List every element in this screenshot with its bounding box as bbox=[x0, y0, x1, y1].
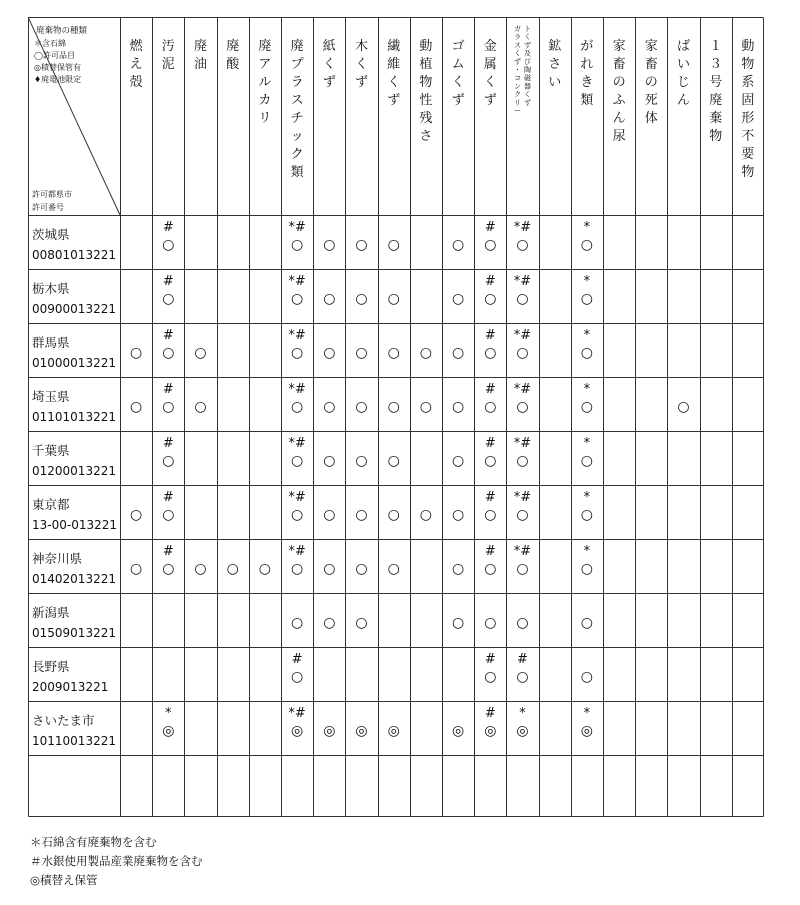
footnote-mercury: ＃水銀使用製品産業廃棄物を含む bbox=[30, 854, 203, 868]
cell-mark-prefix: # bbox=[162, 544, 174, 559]
cell-mark-prefix: *# bbox=[513, 544, 532, 559]
cell-mark: ○ bbox=[387, 453, 400, 469]
cell-mark-prefix: * bbox=[583, 220, 591, 235]
column-header-label: がれき類 bbox=[580, 39, 594, 108]
cell-mark: ○ bbox=[226, 561, 239, 577]
column-header-label: 廃酸 bbox=[226, 39, 240, 72]
cell-mark: ○ bbox=[419, 507, 433, 523]
cell-mark: ○ bbox=[451, 399, 465, 415]
cell-mark-prefix: *# bbox=[288, 490, 306, 505]
cell-mark: ◎ bbox=[387, 723, 400, 739]
permit-table bbox=[28, 17, 764, 817]
header-row-label: 許可都県市 bbox=[32, 190, 72, 199]
cell-mark: ○ bbox=[162, 399, 175, 415]
column-header-label: トくず及び陶磁器くず bbox=[524, 25, 531, 107]
cell-mark: ○ bbox=[290, 453, 304, 469]
cell-mark-prefix: # bbox=[484, 436, 496, 451]
cell-mark: ○ bbox=[516, 345, 529, 361]
row-permit-number: 13-00-013221 bbox=[32, 518, 118, 532]
cell-mark: ○ bbox=[290, 291, 304, 307]
cell-mark: ○ bbox=[162, 345, 175, 361]
cell-mark: ○ bbox=[323, 399, 336, 415]
cell-mark-prefix: # bbox=[484, 706, 496, 721]
cell-mark-prefix: *# bbox=[288, 706, 306, 721]
column-header-label: ばいじん bbox=[676, 39, 691, 108]
cell-mark: ○ bbox=[484, 237, 497, 253]
cell-mark: ○ bbox=[290, 345, 304, 361]
cell-mark: ○ bbox=[516, 291, 529, 307]
cell-mark: ○ bbox=[580, 345, 594, 361]
cell-mark: ○ bbox=[580, 669, 594, 685]
cell-mark: ◎ bbox=[451, 723, 465, 739]
row-permit-number: 00900013221 bbox=[32, 302, 116, 316]
header-row-label: 許可番号 bbox=[32, 203, 64, 212]
cell-mark-prefix: *# bbox=[288, 328, 306, 343]
row-permit-number: 01509013221 bbox=[32, 626, 116, 640]
cell-mark: ◎ bbox=[580, 723, 594, 739]
cell-mark: ○ bbox=[419, 399, 433, 415]
column-header-label: 家畜のふん尿 bbox=[612, 39, 626, 144]
cell-mark: ○ bbox=[194, 345, 207, 361]
cell-mark: ○ bbox=[484, 453, 497, 469]
cell-mark: ○ bbox=[355, 453, 368, 469]
column-header-label: １３号廃棄物 bbox=[709, 39, 723, 144]
cell-mark: ○ bbox=[355, 561, 368, 577]
cell-mark: ○ bbox=[387, 291, 400, 307]
cell-mark: ○ bbox=[387, 237, 400, 253]
cell-mark: ○ bbox=[290, 399, 304, 415]
cell-mark: ○ bbox=[162, 453, 175, 469]
cell-mark-prefix: * bbox=[583, 706, 591, 721]
cell-mark: ○ bbox=[323, 345, 336, 361]
cell-mark: ○ bbox=[516, 561, 529, 577]
header-legend-item: ＊含石綿 bbox=[34, 39, 66, 48]
cell-mark: ○ bbox=[516, 237, 529, 253]
cell-mark: ○ bbox=[580, 399, 594, 415]
cell-mark-prefix: # bbox=[162, 436, 174, 451]
cell-mark: ○ bbox=[290, 669, 304, 685]
row-permit-number: 00801013221 bbox=[32, 248, 116, 262]
cell-mark: ○ bbox=[580, 453, 594, 469]
cell-mark: ○ bbox=[516, 453, 529, 469]
row-permit-number: 01200013221 bbox=[32, 464, 116, 478]
column-header-label: 動物系固形不要物 bbox=[741, 39, 755, 180]
cell-mark: ○ bbox=[580, 291, 594, 307]
cell-mark: ○ bbox=[323, 615, 336, 631]
cell-mark: ○ bbox=[484, 615, 497, 631]
cell-mark: ○ bbox=[580, 237, 594, 253]
cell-mark: ○ bbox=[355, 291, 368, 307]
row-permit-number: 10110013221 bbox=[32, 734, 116, 748]
cell-mark-prefix: # bbox=[484, 220, 496, 235]
row-prefecture: 埼玉県 bbox=[32, 389, 70, 404]
cell-mark: ○ bbox=[162, 291, 175, 307]
cell-mark-prefix: * bbox=[583, 490, 591, 505]
row-permit-number: 01101013221 bbox=[32, 410, 116, 424]
cell-mark: ○ bbox=[387, 399, 400, 415]
row-prefecture: 茨城県 bbox=[32, 227, 70, 242]
row-prefecture: 栃木県 bbox=[32, 281, 70, 296]
cell-mark: ○ bbox=[387, 561, 400, 577]
column-header-label: 廃プラスチック類 bbox=[290, 39, 304, 180]
cell-mark: ○ bbox=[290, 507, 304, 523]
cell-mark: ○ bbox=[162, 507, 175, 523]
cell-mark-prefix: *# bbox=[288, 274, 306, 289]
row-prefecture: 長野県 bbox=[32, 659, 70, 674]
cell-mark: ◎ bbox=[162, 723, 175, 739]
cell-mark-prefix: *# bbox=[513, 220, 532, 235]
cell-mark: ○ bbox=[580, 561, 594, 577]
cell-mark-prefix: * bbox=[583, 328, 591, 343]
header-legend-item: ◯許可品目 bbox=[34, 51, 75, 60]
cell-mark-prefix: *# bbox=[288, 544, 306, 559]
header-legend-item: ♦廃電池限定 bbox=[34, 75, 82, 84]
cell-mark: ○ bbox=[451, 291, 465, 307]
cell-mark-prefix: # bbox=[484, 274, 496, 289]
cell-mark: ○ bbox=[323, 507, 336, 523]
row-permit-number: 01402013221 bbox=[32, 572, 116, 586]
cell-mark-prefix: # bbox=[162, 328, 174, 343]
cell-mark: ○ bbox=[129, 507, 143, 523]
cell-mark: ○ bbox=[129, 561, 143, 577]
footnote-asbestos: ＊石綿含有廃棄物を含む bbox=[30, 835, 157, 849]
cell-mark: ○ bbox=[323, 561, 336, 577]
cell-mark: ○ bbox=[162, 237, 175, 253]
cell-mark: ○ bbox=[484, 399, 497, 415]
cell-mark-prefix: * bbox=[583, 544, 591, 559]
row-prefecture: 千葉県 bbox=[32, 443, 70, 458]
cell-mark: ○ bbox=[387, 507, 400, 523]
cell-mark-prefix: # bbox=[291, 652, 303, 667]
cell-mark: ○ bbox=[451, 561, 465, 577]
cell-mark: ○ bbox=[194, 561, 207, 577]
cell-mark: ○ bbox=[484, 507, 497, 523]
cell-mark-prefix: # bbox=[517, 652, 528, 667]
row-permit-number: 2009013221 bbox=[32, 680, 109, 694]
cell-mark-prefix: * bbox=[583, 274, 591, 289]
column-header-label: 紙くず bbox=[322, 39, 336, 90]
cell-mark: ○ bbox=[129, 399, 143, 415]
cell-mark-prefix: *# bbox=[513, 382, 532, 397]
cell-mark: ○ bbox=[323, 237, 336, 253]
cell-mark-prefix: # bbox=[162, 274, 174, 289]
cell-mark: ○ bbox=[355, 615, 368, 631]
header-legend-item: ◎積替保管有 bbox=[34, 63, 81, 72]
cell-mark: ○ bbox=[387, 345, 400, 361]
cell-mark: ○ bbox=[580, 507, 594, 523]
cell-mark-prefix: *# bbox=[513, 328, 532, 343]
cell-mark: ○ bbox=[451, 453, 465, 469]
column-header-label: 鉱さい bbox=[548, 39, 562, 90]
cell-mark-prefix: # bbox=[484, 652, 496, 667]
cell-mark: ○ bbox=[162, 561, 175, 577]
cell-mark-prefix: # bbox=[484, 544, 496, 559]
row-prefecture: 東京都 bbox=[32, 497, 70, 512]
column-header-label: ゴムくず bbox=[451, 39, 465, 108]
cell-mark-prefix: *# bbox=[513, 274, 532, 289]
column-header-label: 金属くず bbox=[483, 39, 497, 108]
column-header-label: 廃アルカリ bbox=[258, 39, 272, 126]
cell-mark: ○ bbox=[290, 237, 304, 253]
column-header-label: ガラスくず・コンクリー bbox=[514, 25, 521, 115]
cell-mark: ○ bbox=[451, 345, 465, 361]
cell-mark: ○ bbox=[451, 615, 465, 631]
cell-mark-prefix: *# bbox=[288, 436, 306, 451]
footnotes bbox=[30, 833, 203, 890]
cell-mark: ○ bbox=[129, 345, 143, 361]
cell-mark-prefix: * bbox=[165, 706, 172, 721]
column-header-label: 木くず bbox=[354, 39, 369, 90]
cell-mark: ○ bbox=[355, 507, 368, 523]
cell-mark: ○ bbox=[258, 561, 272, 577]
cell-mark: ○ bbox=[419, 345, 433, 361]
column-header-label: 繊維くず bbox=[387, 39, 401, 108]
row-prefecture: 神奈川県 bbox=[32, 551, 83, 566]
column-header-label: 汚泥 bbox=[161, 39, 175, 72]
row-prefecture: 新潟県 bbox=[32, 605, 70, 620]
cell-mark: ○ bbox=[484, 669, 497, 685]
cell-mark-prefix: # bbox=[484, 490, 496, 505]
cell-mark: ○ bbox=[323, 291, 336, 307]
cell-mark: ○ bbox=[516, 399, 529, 415]
row-prefecture: さいたま市 bbox=[32, 713, 95, 728]
column-header-label: 家畜の死体 bbox=[644, 39, 658, 126]
cell-mark: ○ bbox=[355, 399, 368, 415]
cell-mark: ○ bbox=[323, 453, 336, 469]
cell-mark: ○ bbox=[290, 615, 304, 631]
cell-mark-prefix: *# bbox=[513, 436, 532, 451]
row-permit-number: 01000013221 bbox=[32, 356, 116, 370]
header-title: 廃棄物の種類 bbox=[36, 26, 88, 36]
cell-mark: ○ bbox=[484, 345, 497, 361]
cell-mark: ◎ bbox=[323, 723, 336, 739]
cell-mark-prefix: * bbox=[583, 382, 591, 397]
cell-mark: ◎ bbox=[355, 723, 368, 739]
cell-mark: ○ bbox=[355, 345, 368, 361]
column-header-label: 廃油 bbox=[193, 39, 208, 72]
cell-mark-prefix: * bbox=[519, 706, 526, 721]
cell-mark: ○ bbox=[677, 399, 690, 415]
cell-mark-prefix: # bbox=[162, 220, 174, 235]
cell-mark: ○ bbox=[194, 399, 207, 415]
footnote-transfer-storage: ◎積替え保管 bbox=[30, 873, 98, 887]
cell-mark-prefix: *# bbox=[513, 490, 532, 505]
cell-mark-prefix: # bbox=[484, 382, 496, 397]
cell-mark: ○ bbox=[451, 507, 465, 523]
column-header-label: 動植物性残さ bbox=[419, 39, 433, 144]
cell-mark: ○ bbox=[516, 669, 529, 685]
cell-mark-prefix: *# bbox=[288, 382, 306, 397]
cell-mark: ○ bbox=[516, 615, 529, 631]
cell-mark: ◎ bbox=[516, 723, 529, 739]
cell-mark: ○ bbox=[355, 237, 368, 253]
cell-mark-prefix: # bbox=[484, 328, 496, 343]
cell-mark-prefix: * bbox=[583, 436, 591, 451]
cell-mark-prefix: *# bbox=[288, 220, 306, 235]
cell-mark: ○ bbox=[484, 561, 497, 577]
cell-mark: ○ bbox=[516, 507, 529, 523]
cell-mark-prefix: # bbox=[162, 490, 174, 505]
cell-mark: ○ bbox=[451, 237, 465, 253]
cell-mark-prefix: # bbox=[162, 382, 174, 397]
cell-mark: ◎ bbox=[290, 723, 304, 739]
cell-mark: ○ bbox=[290, 561, 304, 577]
column-header-label: 燃え殻 bbox=[129, 39, 143, 90]
row-prefecture: 群馬県 bbox=[32, 335, 70, 350]
cell-mark: ○ bbox=[484, 291, 497, 307]
cell-mark: ○ bbox=[580, 615, 594, 631]
cell-mark: ◎ bbox=[484, 723, 497, 739]
